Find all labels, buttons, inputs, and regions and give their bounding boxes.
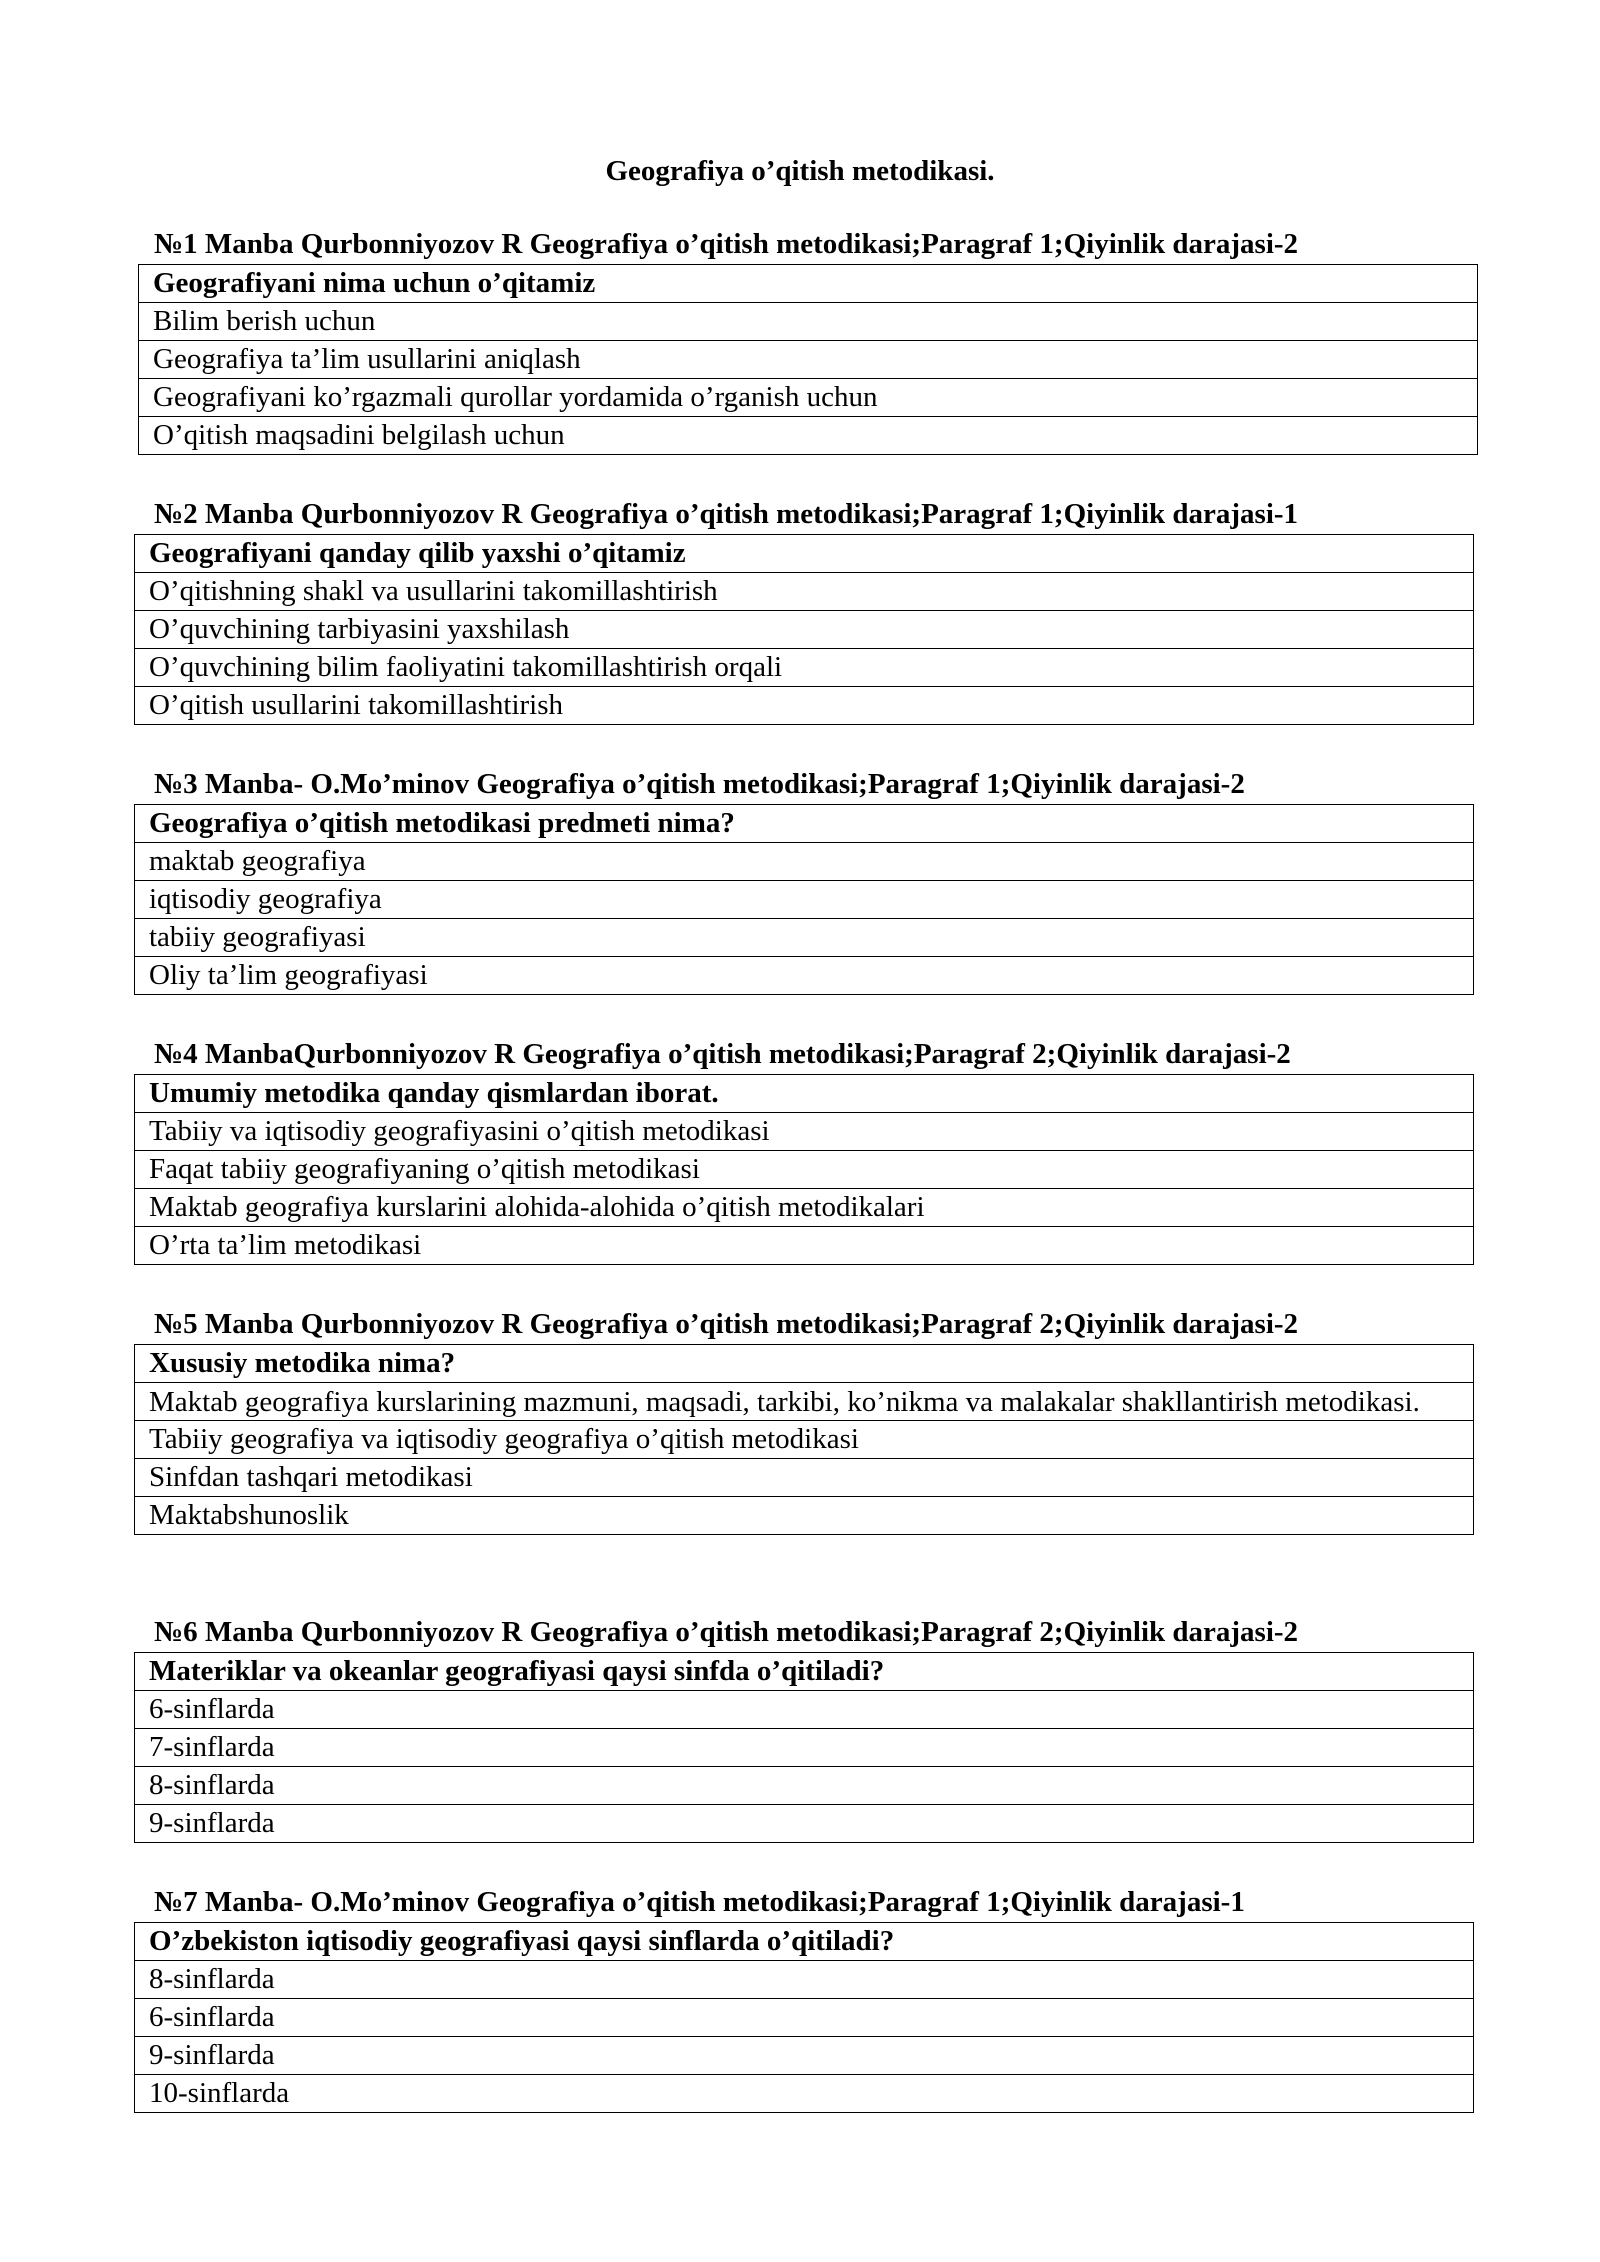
question-table [134, 1344, 1474, 1535]
question-heading: №7 Manba- O.Mo’minov Geografiya o’qitish metodikasi;Paragraf 1;Qiyinlik darajasi-1 [154, 1886, 1245, 1918]
question-text: O’zbekiston iqtisodiy geografiyasi qaysi sinflarda o’qitiladi? [135, 1923, 1474, 1961]
answer-option: 10-sinflarda [135, 2075, 1474, 2113]
question-table [134, 534, 1474, 725]
question-table [134, 1652, 1474, 1843]
answer-option: O’quvchining tarbiyasini yaxshilash [135, 611, 1474, 649]
answer-option: Maktab geografiya kurslarining mazmuni, maqsadi, tarkibi, ko’nikma va malakalar shakllantirish metodikasi. [135, 1383, 1474, 1421]
question-text: Umumiy metodika qanday qismlardan iborat. [135, 1075, 1474, 1113]
answer-option: tabiiy geografiyasi [135, 919, 1474, 957]
question-table [134, 804, 1474, 995]
answer-option: Maktabshunoslik [135, 1497, 1474, 1535]
answer-option: Tabiiy geografiya va iqtisodiy geografiya o’qitish metodikasi [135, 1421, 1474, 1459]
question-block-1 [138, 226, 1478, 455]
answer-option: 8-sinflarda [135, 1961, 1474, 1999]
answer-option: Tabiiy va iqtisodiy geografiyasini o’qitish metodikasi [135, 1113, 1474, 1151]
answer-option: Bilim berish uchun [139, 303, 1478, 341]
question-block-5 [134, 1306, 1474, 1535]
question-heading: №3 Manba- O.Mo’minov Geografiya o’qitish metodikasi;Paragraf 1;Qiyinlik darajasi-2 [154, 768, 1245, 800]
answer-option: O’qitishning shakl va usullarini takomillashtirish [135, 573, 1474, 611]
question-heading: №4 ManbaQurbonniyozov R Geografiya o’qitish metodikasi;Paragraf 2;Qiyinlik darajasi-2 [154, 1038, 1291, 1070]
answer-option: 6-sinflarda [135, 1691, 1474, 1729]
answer-option: Geografiyani ko’rgazmali qurollar yordamida o’rganish uchun [139, 379, 1478, 417]
question-table [134, 1074, 1474, 1265]
question-text: Xususiy metodika nima? [135, 1345, 1474, 1383]
answer-option: 8-sinflarda [135, 1767, 1474, 1805]
answer-option: O’rta ta’lim metodikasi [135, 1227, 1474, 1265]
question-block-6 [134, 1614, 1474, 1843]
question-text: Geografiyani qanday qilib yaxshi o’qitamiz [135, 535, 1474, 573]
answer-option: O’quvchining bilim faoliyatini takomillashtirish orqali [135, 649, 1474, 687]
question-block-3 [134, 766, 1474, 995]
question-block-4 [134, 1036, 1474, 1265]
page-title: Geografiya o’qitish metodikasi. [605, 155, 995, 187]
question-heading: №6 Manba Qurbonniyozov R Geografiya o’qitish metodikasi;Paragraf 2;Qiyinlik darajasi-2 [154, 1616, 1299, 1648]
question-text: Geografiyani nima uchun o’qitamiz [139, 265, 1478, 303]
answer-option: Oliy ta’lim geografiyasi [135, 957, 1474, 995]
question-heading: №5 Manba Qurbonniyozov R Geografiya o’qitish metodikasi;Paragraf 2;Qiyinlik darajasi-2 [154, 1308, 1299, 1340]
answer-option: 7-sinflarda [135, 1729, 1474, 1767]
question-block-7 [134, 1884, 1474, 2113]
answer-option: O’qitish maqsadini belgilash uchun [139, 417, 1478, 455]
question-heading: №1 Manba Qurbonniyozov R Geografiya o’qitish metodikasi;Paragraf 1;Qiyinlik darajasi-2 [154, 228, 1299, 260]
answer-option: O’qitish usullarini takomillashtirish [135, 687, 1474, 725]
answer-option: iqtisodiy geografiya [135, 881, 1474, 919]
answer-option: 9-sinflarda [135, 2037, 1474, 2075]
question-text: Materiklar va okeanlar geografiyasi qaysi sinfda o’qitiladi? [135, 1653, 1474, 1691]
question-heading: №2 Manba Qurbonniyozov R Geografiya o’qitish metodikasi;Paragraf 1;Qiyinlik darajasi-1 [154, 498, 1299, 530]
answer-option: 9-sinflarda [135, 1805, 1474, 1843]
answer-option: 6-sinflarda [135, 1999, 1474, 2037]
question-block-2 [134, 496, 1474, 725]
answer-option: maktab geografiya [135, 843, 1474, 881]
answer-option: Geografiya ta’lim usullarini aniqlash [139, 341, 1478, 379]
answer-option: Sinfdan tashqari metodikasi [135, 1459, 1474, 1497]
answer-option: Maktab geografiya kurslarini alohida-alohida o’qitish metodikalari [135, 1189, 1474, 1227]
question-table [134, 1922, 1474, 2113]
answer-option: Faqat tabiiy geografiyaning o’qitish metodikasi [135, 1151, 1474, 1189]
question-table [138, 264, 1478, 455]
question-text: Geografiya o’qitish metodikasi predmeti nima? [135, 805, 1474, 843]
